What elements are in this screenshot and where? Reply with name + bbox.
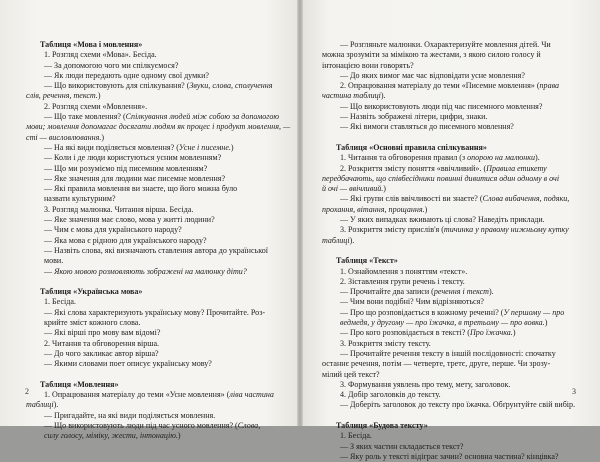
text-line: 1. Опрацювання матеріалу до теми «Усне мовлення» (ліва частина <box>44 390 274 400</box>
section-heading: Таблиця «Мовлення» <box>40 379 119 389</box>
text-line: 3. Розгляд малюнка. Читання вірша. Бесіда. <box>44 204 194 214</box>
text-line: — Які вимоги ставляться до писемного мовлення? <box>340 122 514 132</box>
spacer <box>322 133 580 143</box>
text-line: мови. <box>44 256 64 266</box>
text-line: ведмедя, у другому — про їжачка, в третьому — про вовка.) <box>340 318 548 328</box>
text-line: 4. Добір заголовків до тексту. <box>340 390 441 400</box>
text-line: — Які слова характеризують українську мову? Прочитайте. Роз- <box>44 307 266 317</box>
page-number-left: 2 <box>25 387 29 396</box>
page-number-right: 3 <box>572 387 576 396</box>
text-line: — За допомогою чого ми спілкуємося? <box>44 60 179 70</box>
text-line: таблиці). <box>26 400 59 410</box>
text-line: — Розгляньте малюнки. Охарактеризуйте мовлення дітей. Чи <box>340 40 551 49</box>
text-line: — Про що розповідається в кожному реченні? (У першому — про <box>340 307 565 317</box>
text-line: сті — висловлювання.) <box>26 132 105 142</box>
left-page <box>0 0 300 441</box>
text-line: 1. Бесіда. <box>340 431 372 441</box>
text-line: — Яке значення має слово, мова у житті людини? <box>44 215 215 225</box>
section-heading: Таблиця «Мова і мовлення» <box>40 40 143 49</box>
text-line: — Як люди передають одне одному свої думки? <box>44 70 209 80</box>
text-line: мови; мовлення допомагає досягати людям як процес і продукт мовлення, — <box>26 122 291 132</box>
text-line: 2. Опрацювання матеріалу до теми «Писемне мовлення» (права <box>340 81 560 91</box>
text-line: силу голосу, міміку, жести, інтонацію.) <box>44 431 181 441</box>
text-line: — Про кого розповідається в тексті? (Про їжачка.) <box>340 328 516 338</box>
text-line: — Коли і де люди користуються усним мовленням? <box>44 153 222 163</box>
text-line: — У яких випадках вживають ці слова? Наведіть приклади. <box>340 215 545 225</box>
left-page-text <box>26 40 291 442</box>
text-line: — Доберіть заголовок до тексту про їжачка. Обґрунтуйте свій вибір. <box>340 400 576 410</box>
text-line: — Що використовують для спілкування? (Звуки, слова, сполучення <box>44 81 273 91</box>
text-line: — До чого закликає автор вірша? <box>44 348 159 358</box>
text-line: — На які види поділяється мовлення? (Усне і писемне.) <box>44 142 234 152</box>
text-line: назвати культурним? <box>44 194 116 204</box>
text-line: — Які вірші про мову вам відомі? <box>44 328 161 338</box>
text-line: — Назвіть слова, які визначають ставлення автора до української <box>44 245 268 255</box>
text-line: — Що ми розуміємо під писемним мовленням? <box>44 163 208 173</box>
text-line: 1. Бесіда. <box>44 297 76 307</box>
text-line: 2. Розкриття змісту поняття «ввічливий». (Правила етикету <box>340 163 547 173</box>
text-line: — Яка мова є рідною для українського народу? <box>44 235 207 245</box>
text-line: — Якою мовою розмовляють зображені на малюнку діти? <box>44 266 247 276</box>
text-line: 2. Розгляд схеми «Мовлення». <box>44 101 148 111</box>
spacer <box>26 370 283 380</box>
text-line: — Що використовують люди під час усного мовлення? (Слова, <box>44 420 261 430</box>
text-line: слів, речення, текст.) <box>26 91 101 101</box>
text-line: крийте зміст кожного слова. <box>44 318 141 328</box>
text-line: — Які правила мовлення ви знаєте, що його можна було <box>44 184 238 194</box>
text-line: — Чим є мова для українського народу? <box>44 225 182 235</box>
text-line: прохання, вітання, прощання.) <box>322 204 428 214</box>
text-line: — Прочитайте речення тексту в іншій послідовності: спочатку <box>340 348 556 358</box>
text-line: — Прочитайте два записи (речення і текст). <box>340 287 494 297</box>
text-line: 3. Розкриття змісту прислів'я (тичинка у правому нижньому кутку <box>340 225 569 235</box>
text-line: інтонацією вони говорять? <box>322 60 414 70</box>
text-line: 1. Ознайомлення з поняттям «текст». <box>340 266 468 276</box>
right-page <box>300 0 600 461</box>
text-line: 2. Зіставлення групи речень і тексту. <box>340 276 465 286</box>
text-line: — Пригадайте, на які види поділяється мовлення. <box>44 410 216 420</box>
text-line: — Що використовують люди під час писемного мовлення? <box>340 101 543 111</box>
text-line: таблиці). <box>322 235 355 245</box>
text-line: — Яку роль у тексті відіграє зачин? основна частина? кінцівка? <box>340 451 559 461</box>
text-line: — Які групи слів ввічливості ви знаєте? (Слова вибачення, подяки, <box>340 194 570 204</box>
text-line: — Що таке мовлення? (Спілкування людей між собою за допомогою <box>44 112 280 122</box>
text-line: 3. Формування уявлень про тему, мету, заголовок. <box>340 379 511 389</box>
section-heading: Таблиця «Основні правила спілкування» <box>336 142 487 152</box>
text-line: 1. Розгляд схеми «Мова». Бесіда. <box>44 50 157 60</box>
book-gutter <box>297 0 303 426</box>
text-line: останнє речення, потім — четверте, третє, друге, перше. Чи зрозу- <box>322 359 551 369</box>
text-line: й очі — ввічливий.) <box>322 184 386 194</box>
spacer <box>26 277 283 287</box>
text-line: — Чим вони подібні? Чим відрізняються? <box>340 297 484 307</box>
section-heading: Таблиця «Будова тексту» <box>336 420 428 430</box>
text-line: частина таблиці). <box>322 91 386 101</box>
text-line: — Яке значення для людини має писемне мовлення? <box>44 173 226 183</box>
text-line: передбачають, що співбесідники повинні дивитися один одному в очі <box>322 173 560 183</box>
section-heading: Таблиця «Текст» <box>336 256 398 266</box>
text-line: мілий цей текст? <box>322 369 380 379</box>
text-line: — Назвіть зображені літери, цифри, знаки. <box>340 112 488 122</box>
text-line: — До яких вимог має час відповідати усне мовлення? <box>340 70 525 80</box>
spacer <box>322 411 580 421</box>
right-page-text <box>322 40 580 462</box>
text-line: 2. Читання та обговорення вірша. <box>44 338 160 348</box>
text-line: можна зрозуміти за мімікою та жестами, з якою силою голосу й <box>322 50 541 60</box>
text-line: — Якими словами поет описує українську мову? <box>44 359 212 369</box>
text-line: — З яких частин складається текст? <box>340 441 464 451</box>
section-heading: Таблиця «Українська мова» <box>40 287 143 297</box>
text-line: 1. Читання та обговорення правил (з опорою на малюнки). <box>340 153 540 163</box>
spacer <box>322 246 580 256</box>
text-line: 3. Розкриття змісту тексту. <box>340 338 431 348</box>
